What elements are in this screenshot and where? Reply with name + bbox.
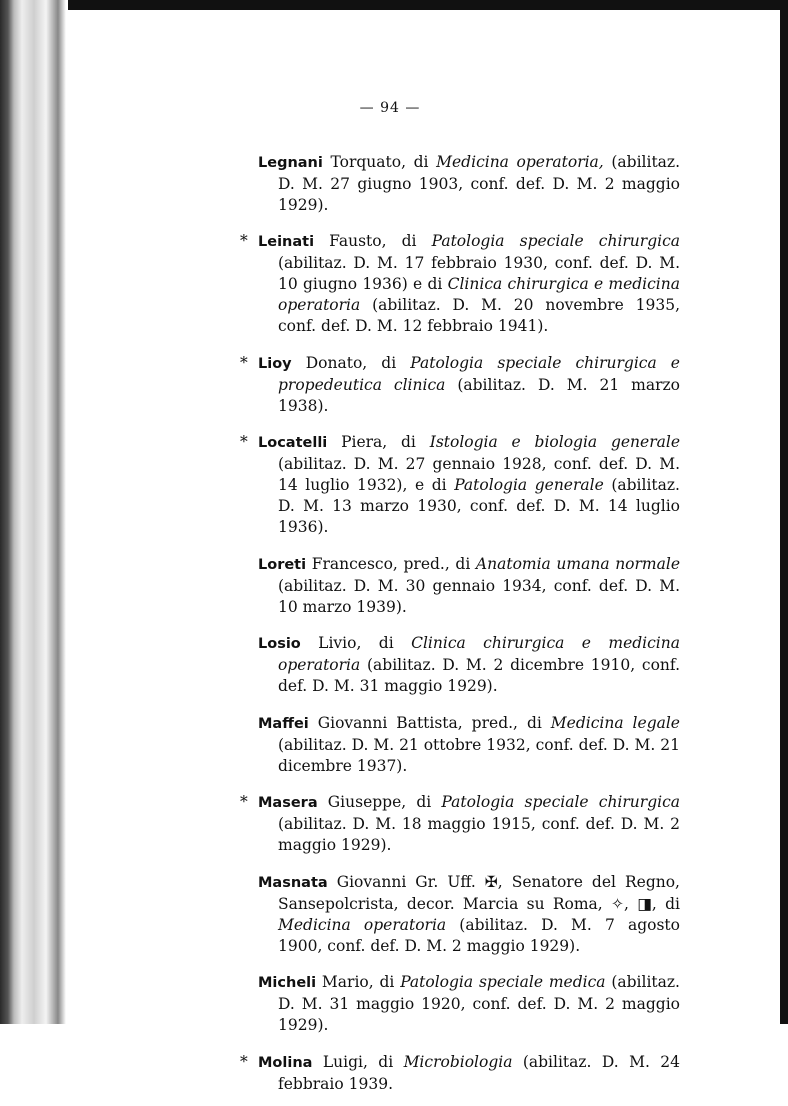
subject: Anatomia umana normale [475,554,680,573]
page-number: — 94 — [359,100,421,116]
details: (abilitaz. D. M. 2 dicembre 1910, conf. def. D. M. 31 maggio 1929). [278,656,680,695]
subject: Patologia speciale medica [400,973,606,991]
asterisk-marker: * [240,232,248,250]
details: (abilitaz. D. M. 18 maggio 1915, conf. def. D. M. 2 maggio 1929). [278,815,680,854]
subject: Microbiologia [403,1052,513,1071]
scan-top-edge [0,0,788,10]
subject: Clinica chirurgica e medicina operatoria [278,634,680,674]
list-item [240,713,680,777]
asterisk-marker: * [240,353,248,372]
scan-binding-edge [0,0,68,1024]
details: (abilitaz. D. M. 30 gennaio 1934, conf. def. D. M. 10 marzo 1939). [278,576,680,616]
list-item [240,872,680,957]
details-2: (abilitaz. D. M. 13 marzo 1930, conf. def. D. M. 14 luglio 1936). [278,476,680,536]
list-item [240,972,680,1036]
list-item [240,1052,680,1095]
subject: Patologia speciale chirurgica e propedeutica clinica [278,353,680,394]
surname: Legnani [258,154,323,171]
given-name: Mario, di [316,973,401,991]
surname: Masnata [258,874,328,891]
details: (abilitaz. D. M. 27 giugno 1903, conf. def. D. M. 2 maggio 1929). [278,152,681,214]
surname: Leinati [258,234,315,250]
details: (abilitaz. D. M. 7 agosto 1900, conf. def. D. M. 2 maggio 1929). [278,915,680,955]
scan-right-edge [780,0,788,1024]
subject: Patologia speciale chirurgica [431,232,680,250]
asterisk-marker: * [240,1052,248,1071]
given-name: Donato, di [291,353,411,372]
list-item [240,633,680,697]
surname: Losio [258,636,301,652]
given-name: Luigi, di [312,1052,404,1071]
given-name: Piera, di [327,433,430,451]
list-item [240,152,680,216]
subject: Istologia e biologia generale [429,433,680,451]
details: (abilitaz. D. M. 21 marzo 1938). [278,375,681,415]
surname: Maffei [258,715,309,732]
subject-2: Patologia generale [454,476,604,494]
list-item [240,554,680,618]
given-name: Giovanni Gr. Uff. ✠, Senatore del Regno, Sansepolcrista, decor. Marcia su Roma, ✧, ◨, di [278,872,680,913]
surname: Loreti [258,556,307,573]
details: (abilitaz. D. M. 27 gennaio 1928, conf. def. D. M. 14 luglio 1932), e di [278,455,680,494]
given-name: Giuseppe, di [317,793,442,811]
given-name: Giovanni Battista, pred., di [308,713,551,732]
surname: Molina [258,1054,313,1071]
given-name: Torquato, di [322,152,437,171]
given-name: Livio, di [300,634,412,652]
list-item [240,792,680,856]
given-name: Fausto, di [314,232,432,250]
surname: Masera [258,795,318,811]
details: (abilitaz. D. M. 31 maggio 1920, conf. def. D. M. 2 maggio 1929). [278,973,680,1034]
surname: Lioy [258,355,292,372]
surname: Micheli [258,975,317,991]
details: (abilitaz. D. M. 24 febbraio 1939. [278,1052,680,1093]
subject-2: Clinica chirurgica e medicina operatoria [278,275,680,314]
asterisk-marker: * [240,793,248,811]
asterisk-marker: * [240,433,248,451]
details: (abilitaz. D. M. 21 ottobre 1932, conf. def. D. M. 21 dicembre 1937). [278,735,680,775]
subject: Patologia speciale chirurgica [441,793,680,811]
list-item [240,432,680,538]
details-2: (abilitaz. D. M. 20 novembre 1935, conf. def. D. M. 12 febbraio 1941). [278,296,680,335]
subject: Medicina operatoria [278,915,447,934]
list-item [240,353,680,417]
faculty-list [240,136,680,1106]
details: (abilitaz. D. M. 17 febbraio 1930, conf. def. D. M. 10 giugno 1936) e di [278,254,680,293]
surname: Locatelli [258,435,328,451]
subject: Medicina legale [550,713,680,732]
subject: Medicina operatoria, [436,152,604,171]
list-item [240,231,680,337]
given-name: Francesco, pred., di [306,554,476,573]
